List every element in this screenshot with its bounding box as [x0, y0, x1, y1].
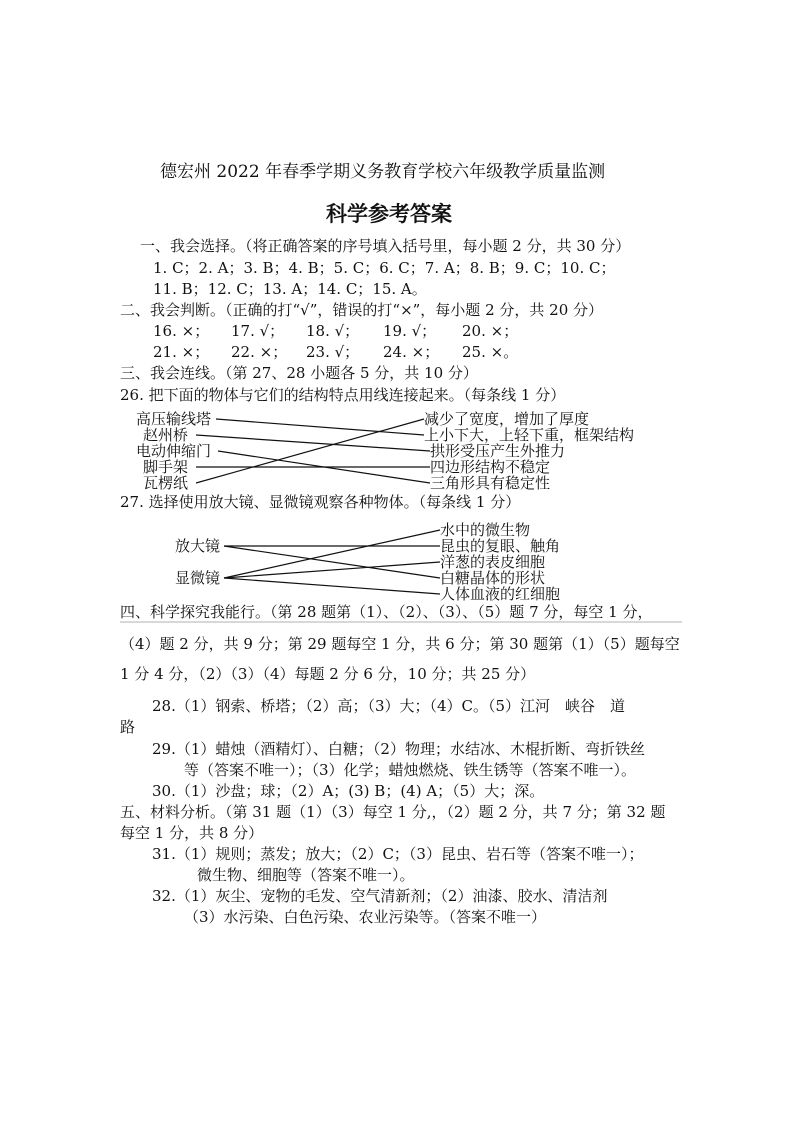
q29-answer-line1: 29.（1）蜡烛（酒精灯）、白糖；（2）物理；水结冰、木棍折断、弯折铁丝 — [152, 740, 645, 758]
q26-left-item: 瓦楞纸 — [143, 474, 189, 492]
q27-connector — [224, 562, 440, 578]
q28-answer-line2: 路 — [120, 718, 136, 736]
judge-answer: 20. ×； — [462, 322, 519, 340]
q30-answer: 30.（1）沙盘；球；（2）A；(3) B；(4) A；（5）大；深。 — [152, 782, 545, 800]
section4-heading-line2: （4）题 2 分，共 9 分；第 29 题每空 1 分，共 6 分；第 30 题第（1）（5）题每空 — [120, 635, 680, 653]
document-title: 德宏州 2022 年春季学期义务教育学校六年级教学质量监测 — [160, 162, 606, 182]
q26-right-item: 拱形受压产生外推力 — [430, 442, 566, 460]
q26-right-item: 四边形结构不稳定 — [430, 458, 551, 476]
q27-prompt: 27. 选择使用放大镜、显微镜观察各种物体。（每条线 1 分） — [120, 493, 521, 511]
q27-connector — [224, 546, 440, 578]
q27-left-item: 显微镜 — [175, 569, 221, 587]
q27-connector — [224, 530, 440, 578]
q26-connector — [196, 435, 430, 451]
q27-right-item: 昆虫的复眼、触角 — [440, 537, 561, 555]
judge-answer: 25. ×。 — [462, 343, 519, 361]
q26-right-item: 减少了宽度，增加了厚度 — [424, 410, 590, 428]
q27-right-item: 水中的微生物 — [440, 521, 531, 539]
q26-connector — [196, 419, 424, 483]
q26-left-item: 电动伸缩门 — [136, 442, 212, 460]
judge-answer: 24. ×； — [383, 343, 440, 361]
q26-left-item: 高压输线塔 — [136, 410, 212, 428]
judge-answer: 18. √； — [306, 322, 360, 340]
judge-answer: 17. √； — [231, 322, 285, 340]
q27-right-item: 洋葱的表皮细胞 — [440, 553, 546, 571]
section3-heading: 三、我会连线。（第 27、28 小题各 5 分，共 10 分） — [120, 364, 478, 382]
q31-answer-line1: 31.（1）规则；蒸发；放大；（2）C；（3）昆虫、岩石等（答案不唯一）； — [152, 845, 644, 863]
q26-left-item: 赵州桥 — [143, 426, 189, 444]
section1-answers-line2: 11. B；12. C；13. A；14. C；15. A。 — [153, 280, 427, 298]
judge-answer: 19. √； — [383, 322, 437, 340]
q26-right-item: 上小下大，上轻下重，框架结构 — [424, 426, 635, 444]
q32-answer-line2: （3）水污染、白色污染、农业污染等。（答案不唯一） — [184, 908, 547, 926]
section4-heading-line3: 1 分 4 分，（2）（3）（4）每题 2 分 6 分，10 分；共 25 分） — [120, 665, 536, 683]
q29-answer-line2: 等（答案不唯一）；（3）化学；蜡烛燃烧、铁生锈等（答案不唯一）。 — [184, 761, 637, 779]
section4-heading-line1: 四、科学探究我能行。（第 28 题第（1）、（2）、（3）、（5）题 7 分，每空 1 分， — [120, 603, 653, 621]
judge-answer: 16. ×； — [153, 322, 210, 340]
judge-answer: 21. ×； — [153, 343, 210, 361]
q27-connector — [224, 578, 440, 594]
judge-answer: 23. √； — [306, 343, 360, 361]
section1-answers-line1: 1. C；2. A；3. B；4. B；5. C；6. C；7. A；8. B；9. C；10. C； — [153, 259, 616, 277]
document-subtitle: 科学参考答案 — [326, 201, 452, 226]
section5-heading-line2: 每空 1 分，共 8 分） — [120, 824, 264, 842]
q26-left-item: 脚手架 — [143, 458, 189, 476]
q27-right-item: 人体血液的红细胞 — [440, 585, 561, 603]
section5-heading-line1: 五、材料分析。（第 31 题（1）（3）每空 1 分,，（2）题 2 分，共 7 分；第 32 题 — [120, 803, 666, 821]
q26-connector — [216, 419, 424, 435]
section2-heading: 二、我会判断。（正确的打“√”，错误的打“×”，每小题 2 分，共 20 分） — [120, 301, 604, 319]
q27-right-item: 白糖晶体的形状 — [440, 569, 546, 587]
q27-left-item: 放大镜 — [175, 537, 221, 555]
q28-answer-line1: 28.（1）钢索、桥塔；（2）高；（3）大；（4）C。（5）江河 峡谷 道 — [152, 697, 626, 715]
judge-answer: 22. ×； — [231, 343, 288, 361]
q31-answer-line2: 微生物、细胞等（答案不唯一）。 — [197, 866, 415, 884]
q32-answer-line1: 32.（1）灰尘、宠物的毛发、空气清新剂；（2）油漆、胶水、清洁剂 — [152, 887, 608, 905]
q26-prompt: 26. 把下面的物体与它们的结构特点用线连接起来。（每条线 1 分） — [120, 386, 566, 404]
q26-right-item: 三角形具有稳定性 — [430, 474, 551, 492]
section1-heading: 一、我会选择。（将正确答案的序号填入括号里，每小题 2 分，共 30 分） — [140, 237, 631, 255]
